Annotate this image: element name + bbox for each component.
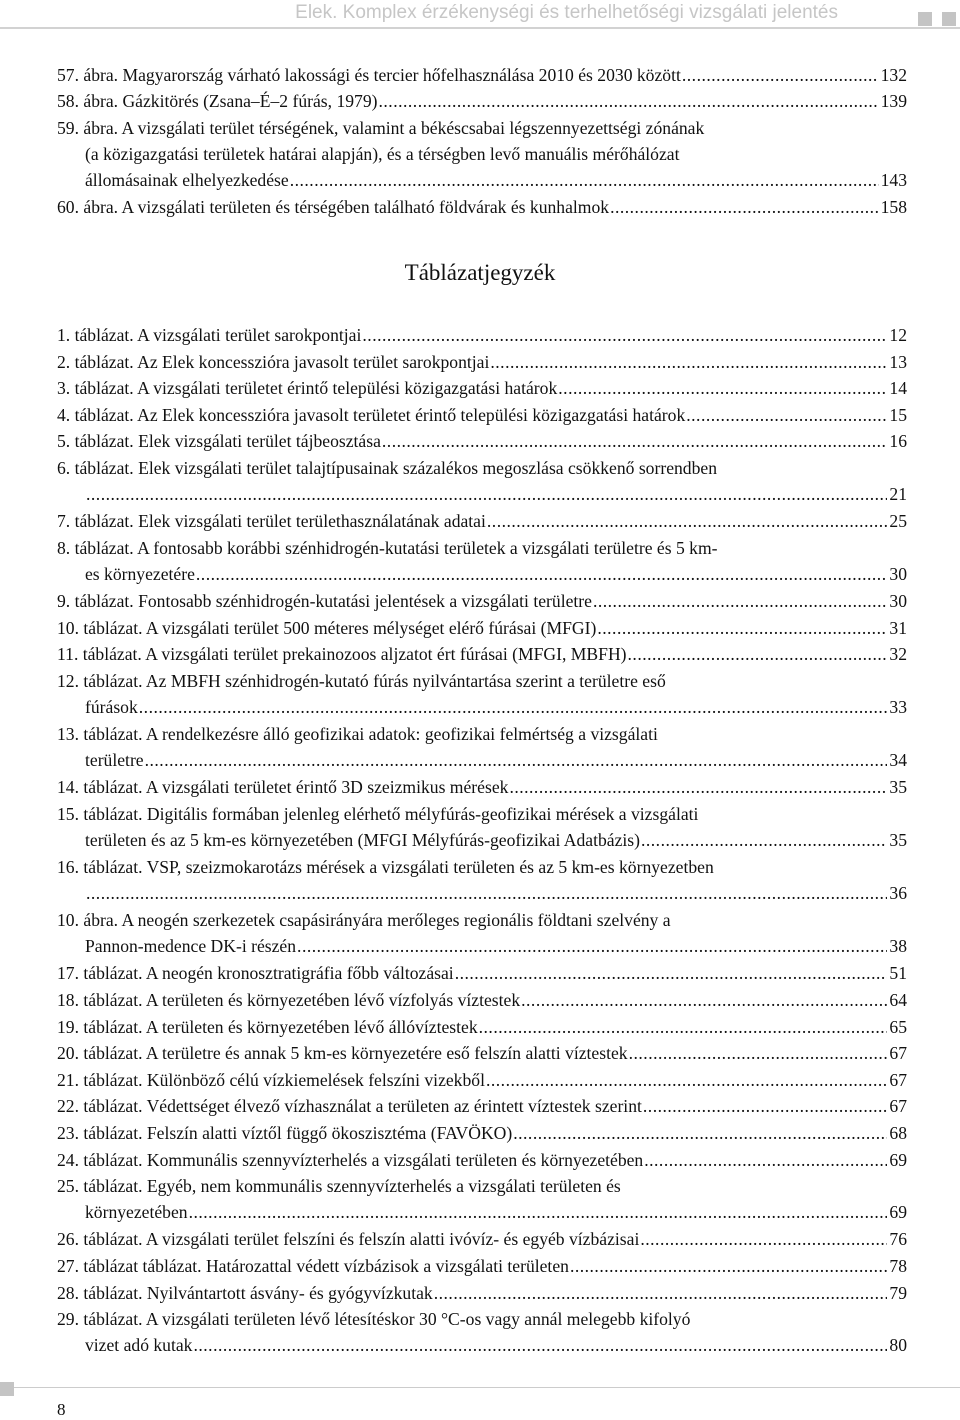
toc-entry[interactable] [57,1067,907,1093]
toc-entry-text: területre [85,750,144,770]
dot-leader [434,1280,888,1306]
toc-entry-line [57,375,907,401]
toc-entry-line [57,62,907,88]
toc-entry-text: területen és az 5 km-es környezetében (MFGI Mélyfúrás-geofizikai Adatbázis) [85,829,640,850]
toc-entry-text: 16. táblázat. VSP, szeizmokarotázs mérések a vizsgálati területen és az 5 km-es környezetben [57,857,714,877]
toc-entry-text: 1. táblázat. A vizsgálati terület sarokpontjai [57,325,362,345]
dot-leader [682,62,879,88]
toc-page-number: 67 [889,1096,907,1117]
dot-leader [479,1014,888,1040]
toc-entry-line [57,88,907,114]
toc-entry-line [57,1067,907,1093]
dot-leader [593,588,887,614]
dot-leader [640,1226,887,1252]
toc-page-number: 158 [880,197,907,217]
dot-leader [86,481,887,507]
toc-page-number: 68 [889,1123,907,1143]
toc-entry[interactable] [57,88,907,114]
toc-entry-text: 58. ábra. Gázkitörés (Zsana–É–2 fúrás, 1979) [57,91,378,112]
toc-entry[interactable] [57,801,907,853]
toc-page-number: 67 [889,1043,907,1064]
toc-entry-line [57,402,907,428]
toc-page-number: 64 [889,990,907,1010]
toc-page-number: 12 [889,325,907,345]
toc-page-number: 35 [889,777,907,798]
toc-page-number: 25 [889,511,907,532]
toc-entry-line [57,907,907,933]
toc-entry[interactable] [57,1173,907,1225]
toc-page-number: 38 [889,936,907,957]
header-square-icon [942,12,956,26]
toc-entry-line [57,615,907,641]
header-title: Elek. Komplex érzékenységi és terhelhetőségi vizsgálati jelentés [295,2,838,23]
toc-page-number: 51 [889,963,907,984]
toc-page-number: 65 [889,1016,907,1037]
toc-page-number: 35 [889,829,907,850]
dot-leader [628,641,888,667]
toc-entry[interactable] [57,1306,907,1358]
toc-entry-line [57,115,907,141]
toc-entry-line [57,1120,907,1146]
toc-entry-line [57,694,907,720]
toc-entry[interactable] [57,194,907,220]
toc-entry-line [57,747,907,773]
toc-page-number: 143 [880,169,907,190]
toc-page-number: 79 [889,1282,907,1303]
toc-entry-text: 13. táblázat. A rendelkezésre álló geofizikai adatok: geofizikai felmértség a vizsgálati [57,724,658,744]
toc-entry[interactable] [57,508,907,534]
toc-entry-text: 24. táblázat. Kommunális szennyvízterhelés a vizsgálati területen és környezetében [57,1149,644,1170]
toc-page-number: 80 [889,1335,907,1356]
toc-page-number: 67 [889,1069,907,1090]
toc-entry[interactable] [57,322,907,348]
toc-entry-line [57,481,907,507]
toc-entry-line [57,1147,907,1173]
toc-entry-line [57,1280,907,1306]
toc-entry[interactable] [57,349,907,375]
toc-entry[interactable] [57,1280,907,1306]
dot-leader [362,322,887,348]
dot-leader [513,1120,887,1146]
footer-square-icon [0,1382,14,1396]
page-header [0,0,960,30]
dot-leader [145,747,888,773]
toc-entry-text: 9. táblázat. Fontosabb szénhidrogén-kutatási jelentések a vizsgálati területre [57,591,592,611]
toc-page-number: 78 [889,1256,907,1276]
toc-entry[interactable] [57,115,907,193]
toc-entry-line [57,854,907,880]
toc-page-number: 36 [889,883,907,903]
header-square-icon [918,12,932,26]
toc-entry[interactable] [57,615,907,641]
toc-entry[interactable] [57,641,907,667]
dot-leader [290,167,879,193]
toc-entry[interactable] [57,1253,907,1279]
toc-entry-text: 21. táblázat. Különböző célú vízkiemelések felszíni vizekből [57,1069,485,1090]
dot-leader [644,1147,887,1173]
toc-entry[interactable] [57,62,907,88]
toc-entry-text: 5. táblázat. Elek vizsgálati terület tájbeosztása [57,431,381,452]
toc-entry-line [57,508,907,534]
toc-entry[interactable] [57,428,907,454]
toc-entry-text: 19. táblázat. A területen és környezetében lévő állóvíztestek [57,1016,478,1037]
page-number: 8 [57,1400,66,1419]
toc-entry-line [57,880,907,906]
toc-entry-text: 8. táblázat. A fontosabb korábbi szénhidrogén-kutatási területek a vizsgálati területre és 5 km- [57,537,718,558]
toc-entry-line [57,1332,907,1358]
section-title: Táblázatjegyzék [404,260,556,285]
toc-page-number: 132 [880,65,907,85]
toc-entry-text: 22. táblázat. Védettséget élvező vízhasználat a területen az érintett víztestek szerint [57,1096,642,1117]
toc-page-number: 30 [889,563,907,584]
dot-leader [509,774,887,800]
toc-entry-text: 11. táblázat. A vizsgálati terület prekainozoos aljzatot ért fúrásai (MFGI, MBFH) [57,644,627,665]
toc-entry-text: 57. ábra. Magyarország várható lakossági és tercier hőfelhasználása 2010 és 2030 között [57,65,681,85]
toc-entry-line [57,1226,907,1252]
dot-leader [558,375,887,401]
dot-leader [196,561,888,587]
dot-leader [629,1040,888,1066]
footer-rule [0,1387,960,1388]
toc-page-number: 33 [889,696,907,717]
toc-entry-line [57,1253,907,1279]
toc-entry-line [57,455,907,481]
toc-entry[interactable] [57,1093,907,1119]
toc-entry-line [57,588,907,614]
dot-leader [193,1332,887,1358]
toc-entry-text: 12. táblázat. Az MBFH szénhidrogén-kutató fúrás nyilvántartása szerint a területre eső [57,670,666,691]
toc-entry-line [57,721,907,747]
toc-page-number: 31 [889,617,907,638]
toc-page-number: 14 [889,378,907,399]
toc-entry-line [57,428,907,454]
toc-entry-line [57,933,907,959]
toc-entry-text: 26. táblázat. A vizsgálati terület felszíni és felszín alatti ivóvíz- és egyéb vízbázisai [57,1229,640,1250]
dot-leader [382,428,888,454]
dot-leader [686,402,887,428]
dot-leader [597,615,887,641]
toc-entry[interactable] [57,1226,907,1252]
toc-entry-line [57,668,907,694]
header-rule [0,27,960,29]
toc-page-number: 69 [889,1202,907,1223]
toc-entry-line [57,167,907,193]
dot-leader [487,508,888,534]
dot-leader [643,1093,888,1119]
toc-entry[interactable] [57,1147,907,1173]
toc-entry[interactable] [57,721,907,773]
toc-entry-line [57,641,907,667]
toc-entry-text: 28. táblázat. Nyilvántartott ásvány- és gyógyvízkutak [57,1282,433,1303]
toc-page-number: 34 [889,750,907,770]
toc-entry-text: 20. táblázat. A területre és annak 5 km-es környezetére eső felszín alatti víztestek [57,1043,628,1064]
toc-entry[interactable] [57,535,907,587]
toc-page-number: 69 [889,1149,907,1170]
dot-leader [379,88,879,114]
toc-entry[interactable] [57,1120,907,1146]
toc-entry-line [57,827,907,853]
toc-entry-text: vizet adó kutak [85,1335,193,1356]
toc-page-number: 76 [889,1229,907,1250]
toc-entry-text: 27. táblázat táblázat. Határozattal védett vízbázisok a vizsgálati területen [57,1256,569,1276]
toc-entry-line [57,322,907,348]
toc-entry-line [57,1014,907,1040]
dot-leader [570,1253,887,1279]
toc-entry-line [57,194,907,220]
dot-leader [189,1199,888,1225]
toc-entry-text: 2. táblázat. Az Elek koncesszióra javasolt terület sarokpontjai [57,351,490,372]
toc-entry-text: 3. táblázat. A vizsgálati területet érintő települési közigazgatási határok [57,378,558,399]
toc-entry-text: 14. táblázat. A vizsgálati területet érintő 3D szeizmikus mérések [57,777,509,798]
toc-entry-line [57,561,907,587]
toc-entry-text: 60. ábra. A vizsgálati területen és térségében található földvárak és kunhalmok [57,197,610,217]
toc-entry-text: 4. táblázat. Az Elek koncesszióra javasolt területet érintő települési közigazgatási határok [57,404,686,425]
toc-entry-line [57,141,907,167]
toc-page-number: 15 [889,404,907,425]
toc-entry-line [57,774,907,800]
toc-entry-text: 25. táblázat. Egyéb, nem kommunális szennyvízterhelés a vizsgálati területen és [57,1176,621,1197]
toc-entry-line [57,1093,907,1119]
toc-entry-text: 59. ábra. A vizsgálati terület térségének, valamint a békéscsabai légszennyezettségi zónának [57,117,705,138]
toc-entry[interactable] [57,375,907,401]
toc-page-number: 32 [889,644,907,665]
dot-leader [297,933,887,959]
toc-entry-line [57,1306,907,1332]
toc-entry[interactable] [57,987,907,1013]
toc-entry[interactable] [57,854,907,906]
toc-page-number: 30 [889,591,907,611]
toc-entry[interactable] [57,960,907,986]
toc-entry-line [57,987,907,1013]
dot-leader [641,827,887,853]
toc-entry-text: 15. táblázat. Digitális formában jelenleg elérhető mélyfúrás-geofizikai mérések a vizsgálati [57,803,699,824]
toc-entry[interactable] [57,402,907,428]
dot-leader [610,194,879,220]
toc-entry-text: 6. táblázat. Elek vizsgálati terület talajtípusainak százalékos megoszlása csökkenő sorrendben [57,458,718,478]
toc-entry-text: 7. táblázat. Elek vizsgálati terület területhasználatának adatai [57,511,486,532]
toc-entry-line [57,1173,907,1199]
dot-leader [486,1067,887,1093]
toc-page-number: 16 [889,431,907,452]
toc-entry-text: állomásainak elhelyezkedése [85,169,289,190]
toc-page-number: 139 [880,91,907,112]
toc-entry-text: 10. táblázat. A vizsgálati terület 500 méteres mélységet elérő fúrásai (MFGI) [57,617,597,638]
toc-entry[interactable] [57,668,907,720]
toc-entry[interactable] [57,588,907,614]
dot-leader [139,694,888,720]
toc-entry[interactable] [57,1014,907,1040]
dot-leader [521,987,887,1013]
toc-entry[interactable] [57,907,907,959]
dot-leader [490,349,887,375]
toc-entry-text: 29. táblázat. A vizsgálati területen lévő létesítéskor 30 °C-os vagy annál melegebb kifolyó [57,1309,691,1330]
toc-entry-text: (a közigazgatási területek határai alapján), és a térségben levő manuális mérőhálózat [85,143,680,164]
toc-page-number: 13 [889,351,907,372]
toc-entry-line [57,801,907,827]
toc-entry-text: környezetében [85,1202,188,1223]
toc-entry-text: 10. ábra. A neogén szerkezetek csapásirányára merőleges regionális földtani szelvény a [57,910,671,931]
toc-page-number: 21 [889,484,907,504]
toc-entry-line [57,1199,907,1225]
toc-entry[interactable] [57,1040,907,1066]
toc-entry-line [57,1040,907,1066]
toc-entry-text: 17. táblázat. A neogén kronosztratigráfia főbb változásai [57,963,454,984]
toc-entry-text: es környezetére [85,563,195,584]
toc-entry[interactable] [57,455,907,507]
dot-leader [86,880,887,906]
toc-entry-text: 23. táblázat. Felszín alatti víztől függő ökoszisztéma (FAVÖKO) [57,1123,513,1143]
toc-entry-line [57,535,907,561]
toc-entry-text: Pannon-medence DK-i részén [85,936,297,957]
toc-entry-text: fúrások [85,696,138,717]
toc-entry-line [57,960,907,986]
toc-entry-line [57,349,907,375]
toc-entry[interactable] [57,774,907,800]
dot-leader [455,960,888,986]
toc-entry-text: 18. táblázat. A területen és környezetében lévő vízfolyás víztestek [57,990,521,1010]
